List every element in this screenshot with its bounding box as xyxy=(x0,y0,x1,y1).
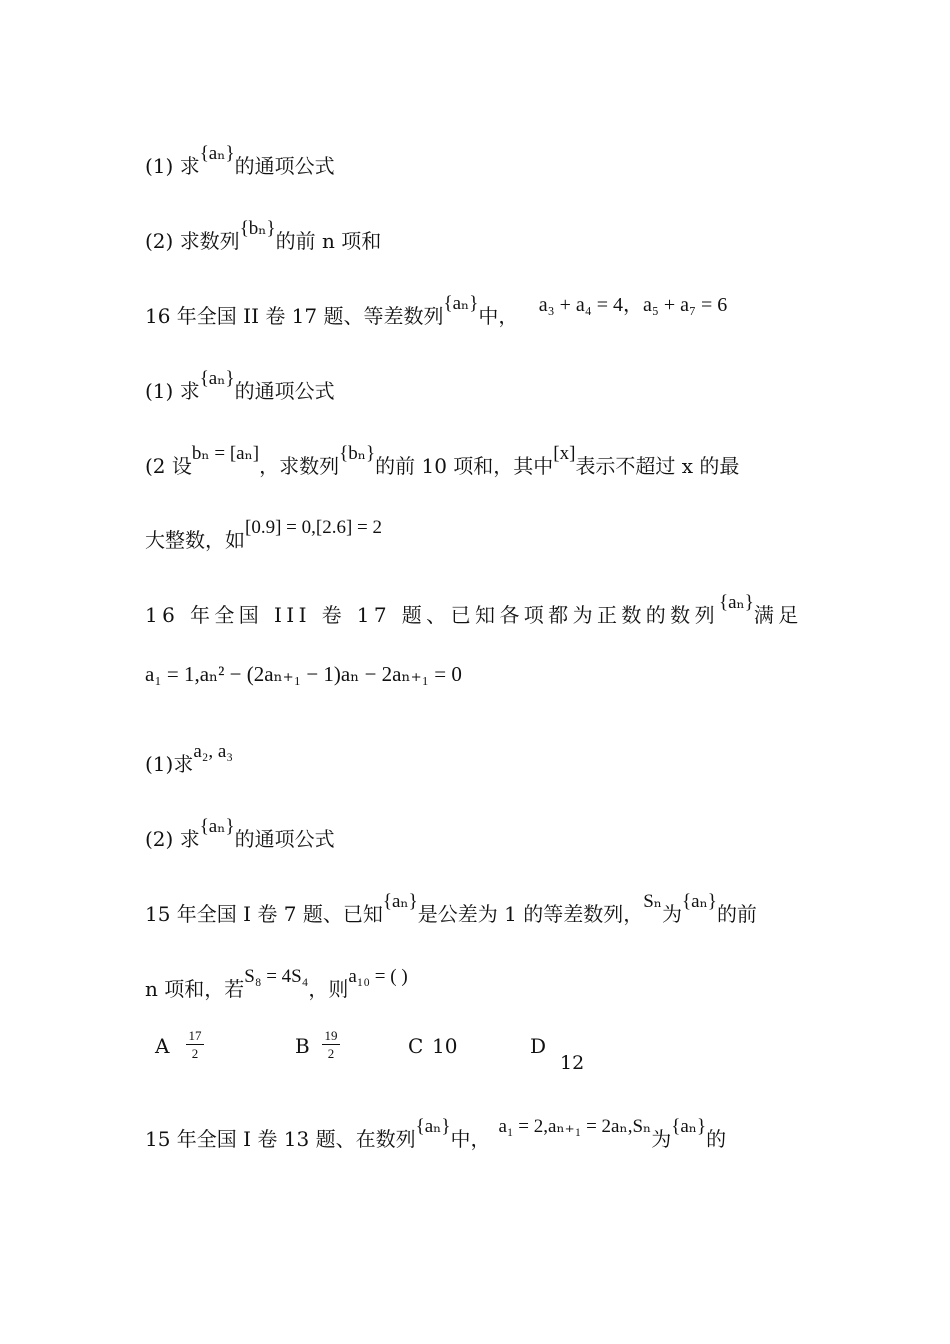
line-8 xyxy=(145,660,462,688)
math-an: {aₙ} xyxy=(199,368,235,389)
math-an: {aₙ} xyxy=(415,1116,451,1137)
text: 的通项公式 xyxy=(234,827,335,851)
line-7 xyxy=(145,592,803,631)
math-s8: S₈ = 4S₄ xyxy=(244,966,309,987)
text: ，求数列 xyxy=(259,454,340,478)
text: (1) 求 xyxy=(145,379,200,403)
text: 16 年全国 II 卷 17 题、等差数列 xyxy=(145,304,444,328)
math-x: [x] xyxy=(553,443,576,464)
math-an: {aₙ} xyxy=(671,1116,707,1137)
text: 为 xyxy=(662,902,683,926)
option-d-value: 12 xyxy=(560,1052,585,1074)
line-3 xyxy=(145,293,728,332)
fraction-bar xyxy=(186,1044,204,1045)
line-4 xyxy=(145,368,335,407)
text: 表示不超过 x 的最 xyxy=(575,454,740,478)
line-1 xyxy=(145,143,335,182)
text: 中， xyxy=(450,1127,491,1151)
fraction-bar xyxy=(322,1044,340,1045)
math-an: {aₙ} xyxy=(443,293,479,314)
text: ，则 xyxy=(308,977,349,1001)
text: 中， xyxy=(478,304,519,328)
line-9 xyxy=(145,741,233,780)
line-5 xyxy=(145,443,740,482)
text: 是公差为 1 的等差数列， xyxy=(417,902,644,926)
option-c-label: C xyxy=(408,1034,424,1058)
math-a10: a₁₀ = ( ) xyxy=(348,966,408,987)
text: (2) 求 xyxy=(145,827,200,851)
line-10 xyxy=(145,816,335,855)
text: 为 xyxy=(651,1127,672,1151)
option-a-fraction xyxy=(186,1028,204,1061)
text: 的前 10 项和，其中 xyxy=(375,454,554,478)
text: 15 年全国 I 卷 7 题、已知 xyxy=(145,902,383,926)
option-c-value: 10 xyxy=(432,1034,458,1058)
math-bn-def: bₙ = [aₙ] xyxy=(191,443,260,464)
option-a-label: A xyxy=(155,1034,170,1058)
math-recurrence: a₁ = 2,aₙ₊₁ = 2aₙ,Sₙ xyxy=(498,1116,652,1137)
text: 15 年全国 I 卷 13 题、在数列 xyxy=(145,1127,416,1151)
numerator: 17 xyxy=(188,1028,202,1043)
text: 的通项公式 xyxy=(234,154,335,178)
line-6 xyxy=(145,517,382,556)
text: (2 设 xyxy=(145,454,192,478)
text: 的通项公式 xyxy=(234,379,335,403)
math-example: [0.9] = 0,[2.6] = 2 xyxy=(245,517,382,538)
math-an: {aₙ} xyxy=(382,891,418,912)
option-b-fraction xyxy=(322,1028,340,1061)
option-d-label: D xyxy=(530,1034,547,1058)
denominator: 2 xyxy=(327,1046,335,1061)
math-sn: Sₙ xyxy=(643,891,663,912)
math-bn: {bₙ} xyxy=(239,218,276,239)
text: (1)求 xyxy=(145,752,194,776)
option-b-label: B xyxy=(295,1034,310,1058)
text: 满足 xyxy=(753,603,803,627)
text: n 项和，若 xyxy=(145,977,245,1001)
line-12 xyxy=(145,966,408,1005)
math-an: {aₙ} xyxy=(719,592,754,613)
text: 16 年全国 III 卷 17 题、已知各项都为正数的数列 xyxy=(145,603,719,627)
math-an: {aₙ} xyxy=(682,891,717,912)
math-an: {aₙ} xyxy=(199,143,235,164)
numerator: 19 xyxy=(324,1028,338,1043)
line-2 xyxy=(145,218,382,257)
line-13 xyxy=(145,1116,727,1155)
denominator: 2 xyxy=(191,1046,199,1061)
math-an: {aₙ} xyxy=(199,816,235,837)
math-bn: {bₙ} xyxy=(339,443,376,464)
text: 的前 xyxy=(716,902,757,926)
text: (2) 求数列 xyxy=(145,229,240,253)
text: 大整数，如 xyxy=(145,528,245,552)
math-a2a3: a₂, a₃ xyxy=(193,741,233,762)
math-recurrence: a₁ = 1,aₙ² − (2aₙ₊₁ − 1)aₙ − 2aₙ₊₁ = 0 xyxy=(145,662,462,686)
line-11 xyxy=(145,891,757,930)
text: (1) 求 xyxy=(145,154,200,178)
text: 的前 n 项和 xyxy=(275,229,382,253)
math-equation: a₃ + a₄ = 4，a₅ + a₇ = 6 xyxy=(538,294,728,316)
text: 的 xyxy=(706,1127,727,1151)
